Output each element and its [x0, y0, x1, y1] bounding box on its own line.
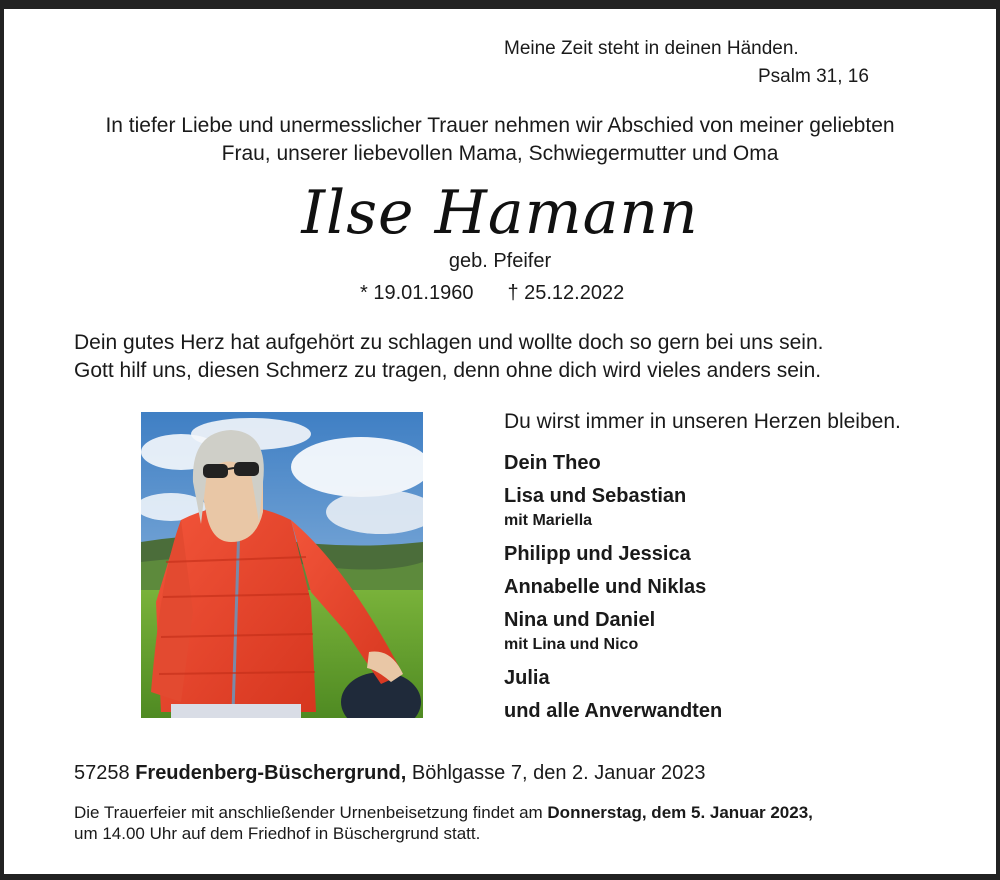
- verse-line-1: Dein gutes Herz hat aufgehört zu schlagen und wollte doch so gern bei uns sein.: [74, 331, 824, 354]
- mourner-5: Nina und Daniel: [504, 609, 656, 631]
- service-info: [74, 802, 813, 844]
- intro-text: [40, 112, 960, 168]
- deceased-name: Ilse Hamann: [301, 178, 699, 248]
- farewell-text: Du wirst immer in unseren Herzen bleiben.: [504, 410, 901, 433]
- motto-source: Psalm 31, 16: [758, 66, 869, 87]
- address-rest: Böhlgasse 7, den 2. Januar 2023: [411, 762, 706, 784]
- birth-date: * 19.01.1960: [360, 282, 474, 304]
- intro-line-1: In tiefer Liebe und unermesslicher Trauer nehmen wir Abschied von meiner geliebten: [105, 114, 895, 137]
- mourner-2: Lisa und Sebastian: [504, 485, 687, 507]
- motto-text: Meine Zeit steht in deinen Händen.: [504, 38, 799, 59]
- service-text: Die Trauerfeier mit anschließender Urnenbeisetzung findet am: [74, 803, 548, 822]
- mourner-2-sub: mit Mariella: [504, 512, 593, 529]
- death-date: † 25.12.2022: [507, 282, 625, 304]
- birth-name: geb. Pfeifer: [448, 250, 552, 272]
- address-line: [74, 762, 705, 785]
- mourner-6: Julia: [504, 667, 550, 689]
- address-zip: 57258: [74, 762, 130, 784]
- mourner-1: Dein Theo: [504, 452, 601, 474]
- service-line-2: um 14.00 Uhr auf dem Friedhof in Büschergrund statt.: [74, 824, 481, 843]
- mourner-4: Annabelle und Niklas: [504, 576, 707, 598]
- service-date: Donnerstag, dem 5. Januar 2023,: [547, 803, 813, 822]
- life-dates: [360, 282, 624, 305]
- verse-line-2: Gott hilf uns, diesen Schmerz zu tragen, denn ohne dich wird vieles anders sein.: [74, 359, 822, 382]
- portrait-photo: [141, 412, 423, 718]
- address-town: Freudenberg-Büschergrund,: [135, 762, 407, 784]
- verse-text: [74, 329, 823, 385]
- mourner-3: Philipp und Jessica: [504, 543, 691, 565]
- mourner-5-sub: mit Lina und Nico: [504, 636, 639, 653]
- mourner-7: und alle Anverwandten: [504, 700, 723, 722]
- intro-line-2: Frau, unserer liebevollen Mama, Schwiegermutter und Oma: [221, 142, 779, 165]
